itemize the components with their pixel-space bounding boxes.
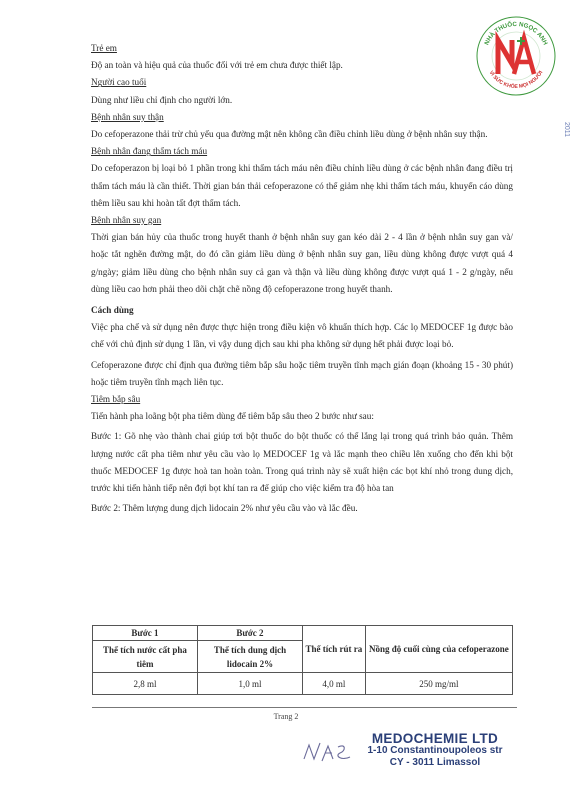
section-heading: Cách dùng xyxy=(91,305,134,316)
subsection-heading: Bệnh nhân suy gan xyxy=(91,215,162,226)
subsection-heading: Người cao tuổi xyxy=(91,77,147,88)
footer-divider xyxy=(92,707,517,708)
body-paragraph: Bước 1: Gõ nhẹ vào thành chai giúp tơi bột thuốc do bột thuốc có thể lắng lại trong quá trình bảo quản. Thêm lượng nước cất pha tiêm như yêu cầu vào lọ MEDOCEF 1g và lắc mạnh theo chiều lên xuống cho đến khi bột thuốc MEDOCEF 1g được hoà tan hoàn toàn. Trong quá trình này sẽ xuất hiện các bọt khí nhỏ trong dung dịch, trước khi tiến hành tiếp nên đợi bọt khí tan ra để giúp cho việc kiểm tra độ hòa tan xyxy=(91,431,513,494)
document-body xyxy=(91,40,513,517)
svg-text:VÌ SỨC KHỎE MỌI NGƯỜI: VÌ SỨC KHỎE MỌI NGƯỜI xyxy=(487,69,545,91)
subsection-heading: Bệnh nhân đang thẩm tách máu xyxy=(91,146,208,157)
dilution-table xyxy=(92,625,513,695)
cell-water-volume: 2,8 ml xyxy=(93,673,198,695)
company-address-line1: 1-10 Constantinoupoleos str xyxy=(367,745,503,756)
header-step1: Bước 1 xyxy=(93,626,198,641)
header-lidocaine-volume: Thể tích dung dịch lidocain 2% xyxy=(198,641,303,673)
svg-text:NHÀ THUỐC NGỌC ANH: NHÀ THUỐC NGỌC ANH xyxy=(483,20,549,47)
cell-final-concentration: 250 mg/ml xyxy=(365,673,512,695)
body-paragraph: Độ an toàn và hiệu quả của thuốc đối với trẻ em chưa được thiết lập. xyxy=(91,60,343,71)
body-paragraph: Tiến hành pha loãng bột pha tiêm dùng để tiêm bắp sâu theo 2 bước như sau: xyxy=(91,411,374,422)
body-paragraph: Dùng như liều chỉ định cho người lớn. xyxy=(91,94,233,105)
header-step2: Bước 2 xyxy=(198,626,303,641)
body-paragraph: Cefoperazone được chỉ định qua đường tiêm bắp sâu hoặc tiêm truyền tĩnh mạch gián đoạn (khoảng 15 - 30 phút) hoặc tiêm truyền tĩnh mạch liên tục. xyxy=(91,359,513,387)
table-row xyxy=(93,673,513,695)
company-stamp xyxy=(340,733,530,769)
header-final-concentration: Nồng độ cuối cùng của cefoperazone xyxy=(365,626,512,673)
company-name: MEDOCHEMIE LTD xyxy=(371,731,499,746)
subsection-heading: Bệnh nhân suy thận xyxy=(91,111,164,122)
cell-lidocaine-volume: 1,0 ml xyxy=(198,673,303,695)
subsection-heading: Trẻ em xyxy=(91,43,117,53)
body-paragraph: Bước 2: Thêm lượng dung dịch lidocain 2% như yêu cầu vào và lắc đều. xyxy=(91,503,358,514)
page-number: Trang 2 xyxy=(273,712,299,721)
company-address-line2: CY - 3011 Limassol xyxy=(389,757,481,768)
subsection-heading: Tiêm bắp sâu xyxy=(91,394,141,405)
cell-withdraw-volume: 4,0 ml xyxy=(303,673,366,695)
body-paragraph: Do cefoperazon bị loại bỏ 1 phần trong khi thẩm tách máu nên điều chỉnh liều dùng ở các bệnh nhân đang điều trị thẩm tách máu là cần thiết. Thời gian bán thải cefoperazone có thể giảm nhẹ khi thẩm tách máu, khuyến cáo dùng thêm liều sau khi hoàn tất đợt thẩm tách. xyxy=(91,163,513,208)
header-water-volume: Thể tích nước cất pha tiêm xyxy=(93,641,198,673)
margin-marks xyxy=(560,118,570,163)
svg-text:2011: 2011 xyxy=(563,122,570,138)
header-withdraw-volume: Thể tích rút ra xyxy=(303,626,366,673)
body-paragraph: Việc pha chế và sử dụng nên được thực hiện trong điều kiện vô khuẩn thích hợp. Các lọ MEDOCEF 1g được bào chế với chủ định sử dụng 1 lần, vì vậy dung dịch sau khi pha không sử dụng hết phải được loại bỏ. xyxy=(91,322,513,350)
body-paragraph: Do cefoperazone thải trừ chủ yếu qua đường mật nên không cần điều chỉnh liều dùng ở bệnh nhân suy thận. xyxy=(91,129,488,140)
body-paragraph: Thời gian bán hủy của thuốc trong huyết thanh ở bệnh nhân suy gan kéo dài 2 - 4 lần ở bệnh nhân suy gan và/ hoặc tắt nghẽn đường mật, do đó cần giảm liều dùng ở bệnh nhân suy gan, liều dùng không được vượt quá 4 g/ngày; giảm liều dùng cho bệnh nhân suy cả gan và thận và liều dùng không được vượt quá 1 - 2 g/ngày, nếu dùng liều cao hơn phải theo dõi chặt chẽ nồng độ cefoperazone trong huyết thanh. xyxy=(91,232,513,294)
